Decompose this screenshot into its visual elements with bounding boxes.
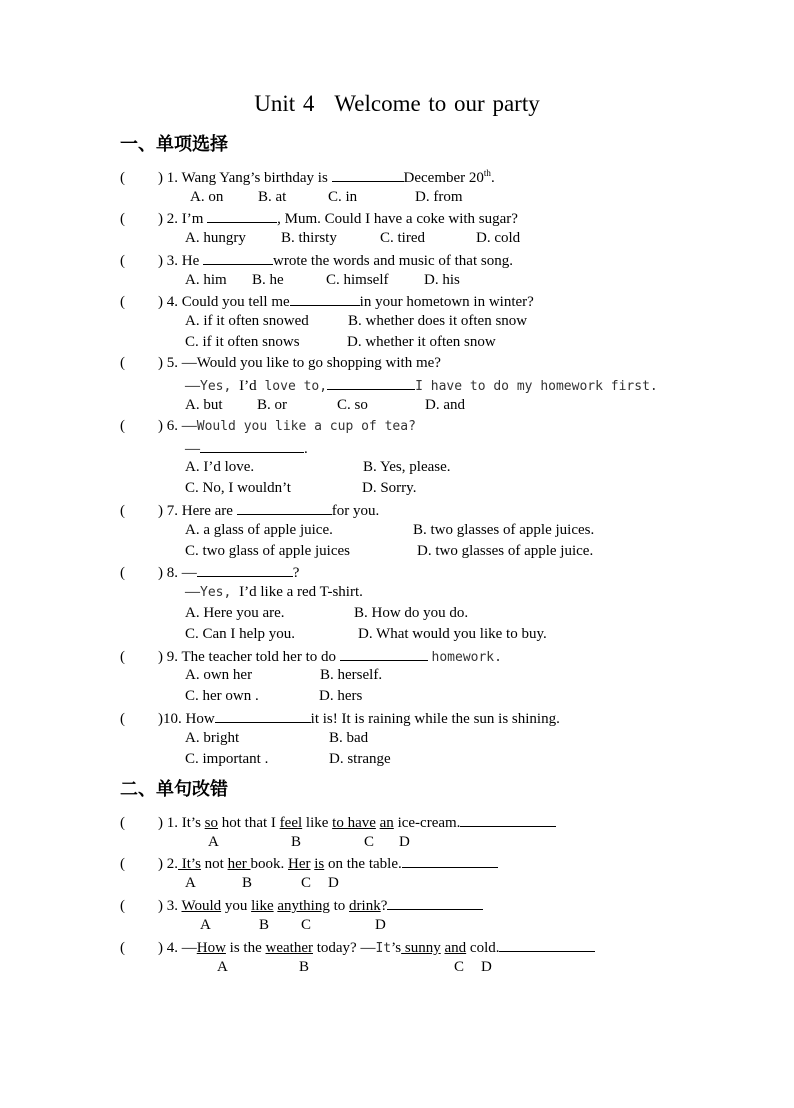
answer-blank[interactable] <box>290 290 360 306</box>
question-5: ( ) 5. —Would you like to go shopping with me? <box>120 353 441 374</box>
option[interactable]: C. two glass of apple juices <box>185 543 350 559</box>
option[interactable]: B. bad <box>329 730 369 746</box>
correction-1: ( ) 1. It’s so hot that I feel like to have an ice-cream. <box>120 811 556 832</box>
unit-name: Welcome to our party <box>334 91 540 116</box>
page-title <box>0 88 794 120</box>
answer-bracket[interactable]: ( <box>120 898 125 914</box>
answer-bracket[interactable]: ( <box>120 565 125 581</box>
option[interactable]: B. Yes, please. <box>363 459 451 475</box>
question-8: ( ) 8. — ? <box>120 561 299 582</box>
option[interactable]: B. he <box>252 272 284 288</box>
correction-3: ( ) 3. Would you like anything to drink? <box>120 894 483 915</box>
option[interactable]: C. her own . <box>185 688 259 704</box>
option[interactable]: C. tired <box>380 230 425 246</box>
option[interactable]: B. at <box>258 189 287 205</box>
question-6-reply: — . <box>185 437 308 458</box>
correction-3-letters: A B C D <box>200 917 386 933</box>
question-2: ( ) 2. I’m , Mum. Could I have a coke with sugar? <box>120 207 518 228</box>
option[interactable]: A. but <box>185 397 223 413</box>
answer-blank[interactable] <box>402 852 498 868</box>
option[interactable]: A. hungry <box>185 230 246 246</box>
answer-blank[interactable] <box>332 166 404 182</box>
option[interactable]: D. Sorry. <box>362 480 417 496</box>
answer-bracket[interactable]: ( <box>120 940 125 956</box>
question-7: ( ) 7. Here are for you. <box>120 499 379 520</box>
question-8-reply: —Yes, I’d like a red T-shirt. <box>185 584 363 600</box>
answer-blank[interactable] <box>237 499 332 515</box>
answer-bracket[interactable]: ( <box>120 211 125 227</box>
option[interactable]: B. whether does it often snow <box>348 313 528 329</box>
answer-bracket[interactable]: ( <box>120 253 125 269</box>
answer-bracket[interactable]: ( <box>120 649 125 665</box>
option[interactable]: C. No, I wouldn’t <box>185 480 291 496</box>
option[interactable]: D. hers <box>319 688 363 704</box>
answer-bracket[interactable]: ( <box>120 170 125 186</box>
option[interactable]: D. from <box>415 189 463 205</box>
option[interactable]: B. thirsty <box>281 230 337 246</box>
option[interactable]: D. What would you like to buy. <box>358 626 547 642</box>
answer-blank[interactable] <box>197 561 293 577</box>
option[interactable]: B. or <box>257 397 287 413</box>
correction-2: ( ) 2. It’s not her book. Her is on the table. <box>120 852 498 873</box>
question-5-reply: —Yes, I’d love to, I have to do my homework first. <box>185 374 658 395</box>
answer-blank[interactable] <box>327 374 415 390</box>
option[interactable]: D. whether it often snow <box>347 334 496 350</box>
option[interactable]: A. him <box>185 272 227 288</box>
answer-blank[interactable] <box>499 936 595 952</box>
question-10: ( )10. How it is! It is raining while the sun is shining. <box>120 707 560 728</box>
answer-blank[interactable] <box>460 811 556 827</box>
answer-blank[interactable] <box>215 707 311 723</box>
question-9: ( ) 9. The teacher told her to do homework. <box>120 645 502 666</box>
option[interactable]: C. in <box>328 189 358 205</box>
option[interactable]: C. if it often snows <box>185 334 300 350</box>
option[interactable]: D. and <box>425 397 465 413</box>
answer-bracket[interactable]: ( <box>120 815 125 831</box>
question-3: ( ) 3. He wrote the words and music of that song. <box>120 249 513 270</box>
option[interactable]: C. so <box>337 397 368 413</box>
option[interactable]: A. a glass of apple juice. <box>185 522 333 538</box>
answer-bracket[interactable]: ( <box>120 503 125 519</box>
answer-blank[interactable] <box>203 249 273 265</box>
option[interactable]: A. if it often snowed <box>185 313 309 329</box>
question-4: ( ) 4. Could you tell me in your hometown in winter? <box>120 290 534 311</box>
option[interactable]: D. cold <box>476 230 521 246</box>
option[interactable]: B. two glasses of apple juices. <box>413 522 595 538</box>
option[interactable]: A. bright <box>185 730 240 746</box>
answer-blank[interactable] <box>340 645 428 661</box>
option[interactable]: C. himself <box>326 272 389 288</box>
option[interactable]: A. Here you are. <box>185 605 285 621</box>
option[interactable]: B. How do you do. <box>354 605 469 621</box>
correction-1-letters: A B C D <box>208 834 410 850</box>
option[interactable]: C. Can I help you. <box>185 626 295 642</box>
option[interactable]: A. on <box>190 189 224 205</box>
question-6: ( ) 6. —Would you like a cup of tea? <box>120 416 416 437</box>
correction-4: ( ) 4. —How is the weather today? —It’s sunny and cold. <box>120 936 595 957</box>
question-1: ( ) 1. Wang Yang’s birthday is December 20th. <box>120 166 495 187</box>
correction-4-letters: A B C D <box>217 959 492 975</box>
section-heading-multiple-choice: 一、单项选择 <box>120 134 228 155</box>
section-heading-error-correction: 二、单句改错 <box>120 779 228 800</box>
answer-bracket[interactable]: ( <box>120 856 125 872</box>
answer-bracket[interactable]: ( <box>120 711 125 727</box>
answer-blank[interactable] <box>387 894 483 910</box>
answer-blank[interactable] <box>200 437 304 453</box>
option[interactable]: B. herself. <box>320 667 383 683</box>
option[interactable]: D. two glasses of apple juice. <box>417 543 594 559</box>
correction-2-letters: A B C D <box>185 875 339 891</box>
answer-bracket[interactable]: ( <box>120 294 125 310</box>
option[interactable]: A. own her <box>185 667 253 683</box>
option[interactable]: D. strange <box>329 751 391 767</box>
answer-blank[interactable] <box>207 207 277 223</box>
answer-bracket[interactable]: ( <box>120 355 125 371</box>
option[interactable]: D. his <box>424 272 460 288</box>
answer-bracket[interactable]: ( <box>120 418 125 434</box>
option[interactable]: C. important . <box>185 751 269 767</box>
option[interactable]: A. I’d love. <box>185 459 255 475</box>
unit-label: Unit 4 <box>254 91 315 116</box>
